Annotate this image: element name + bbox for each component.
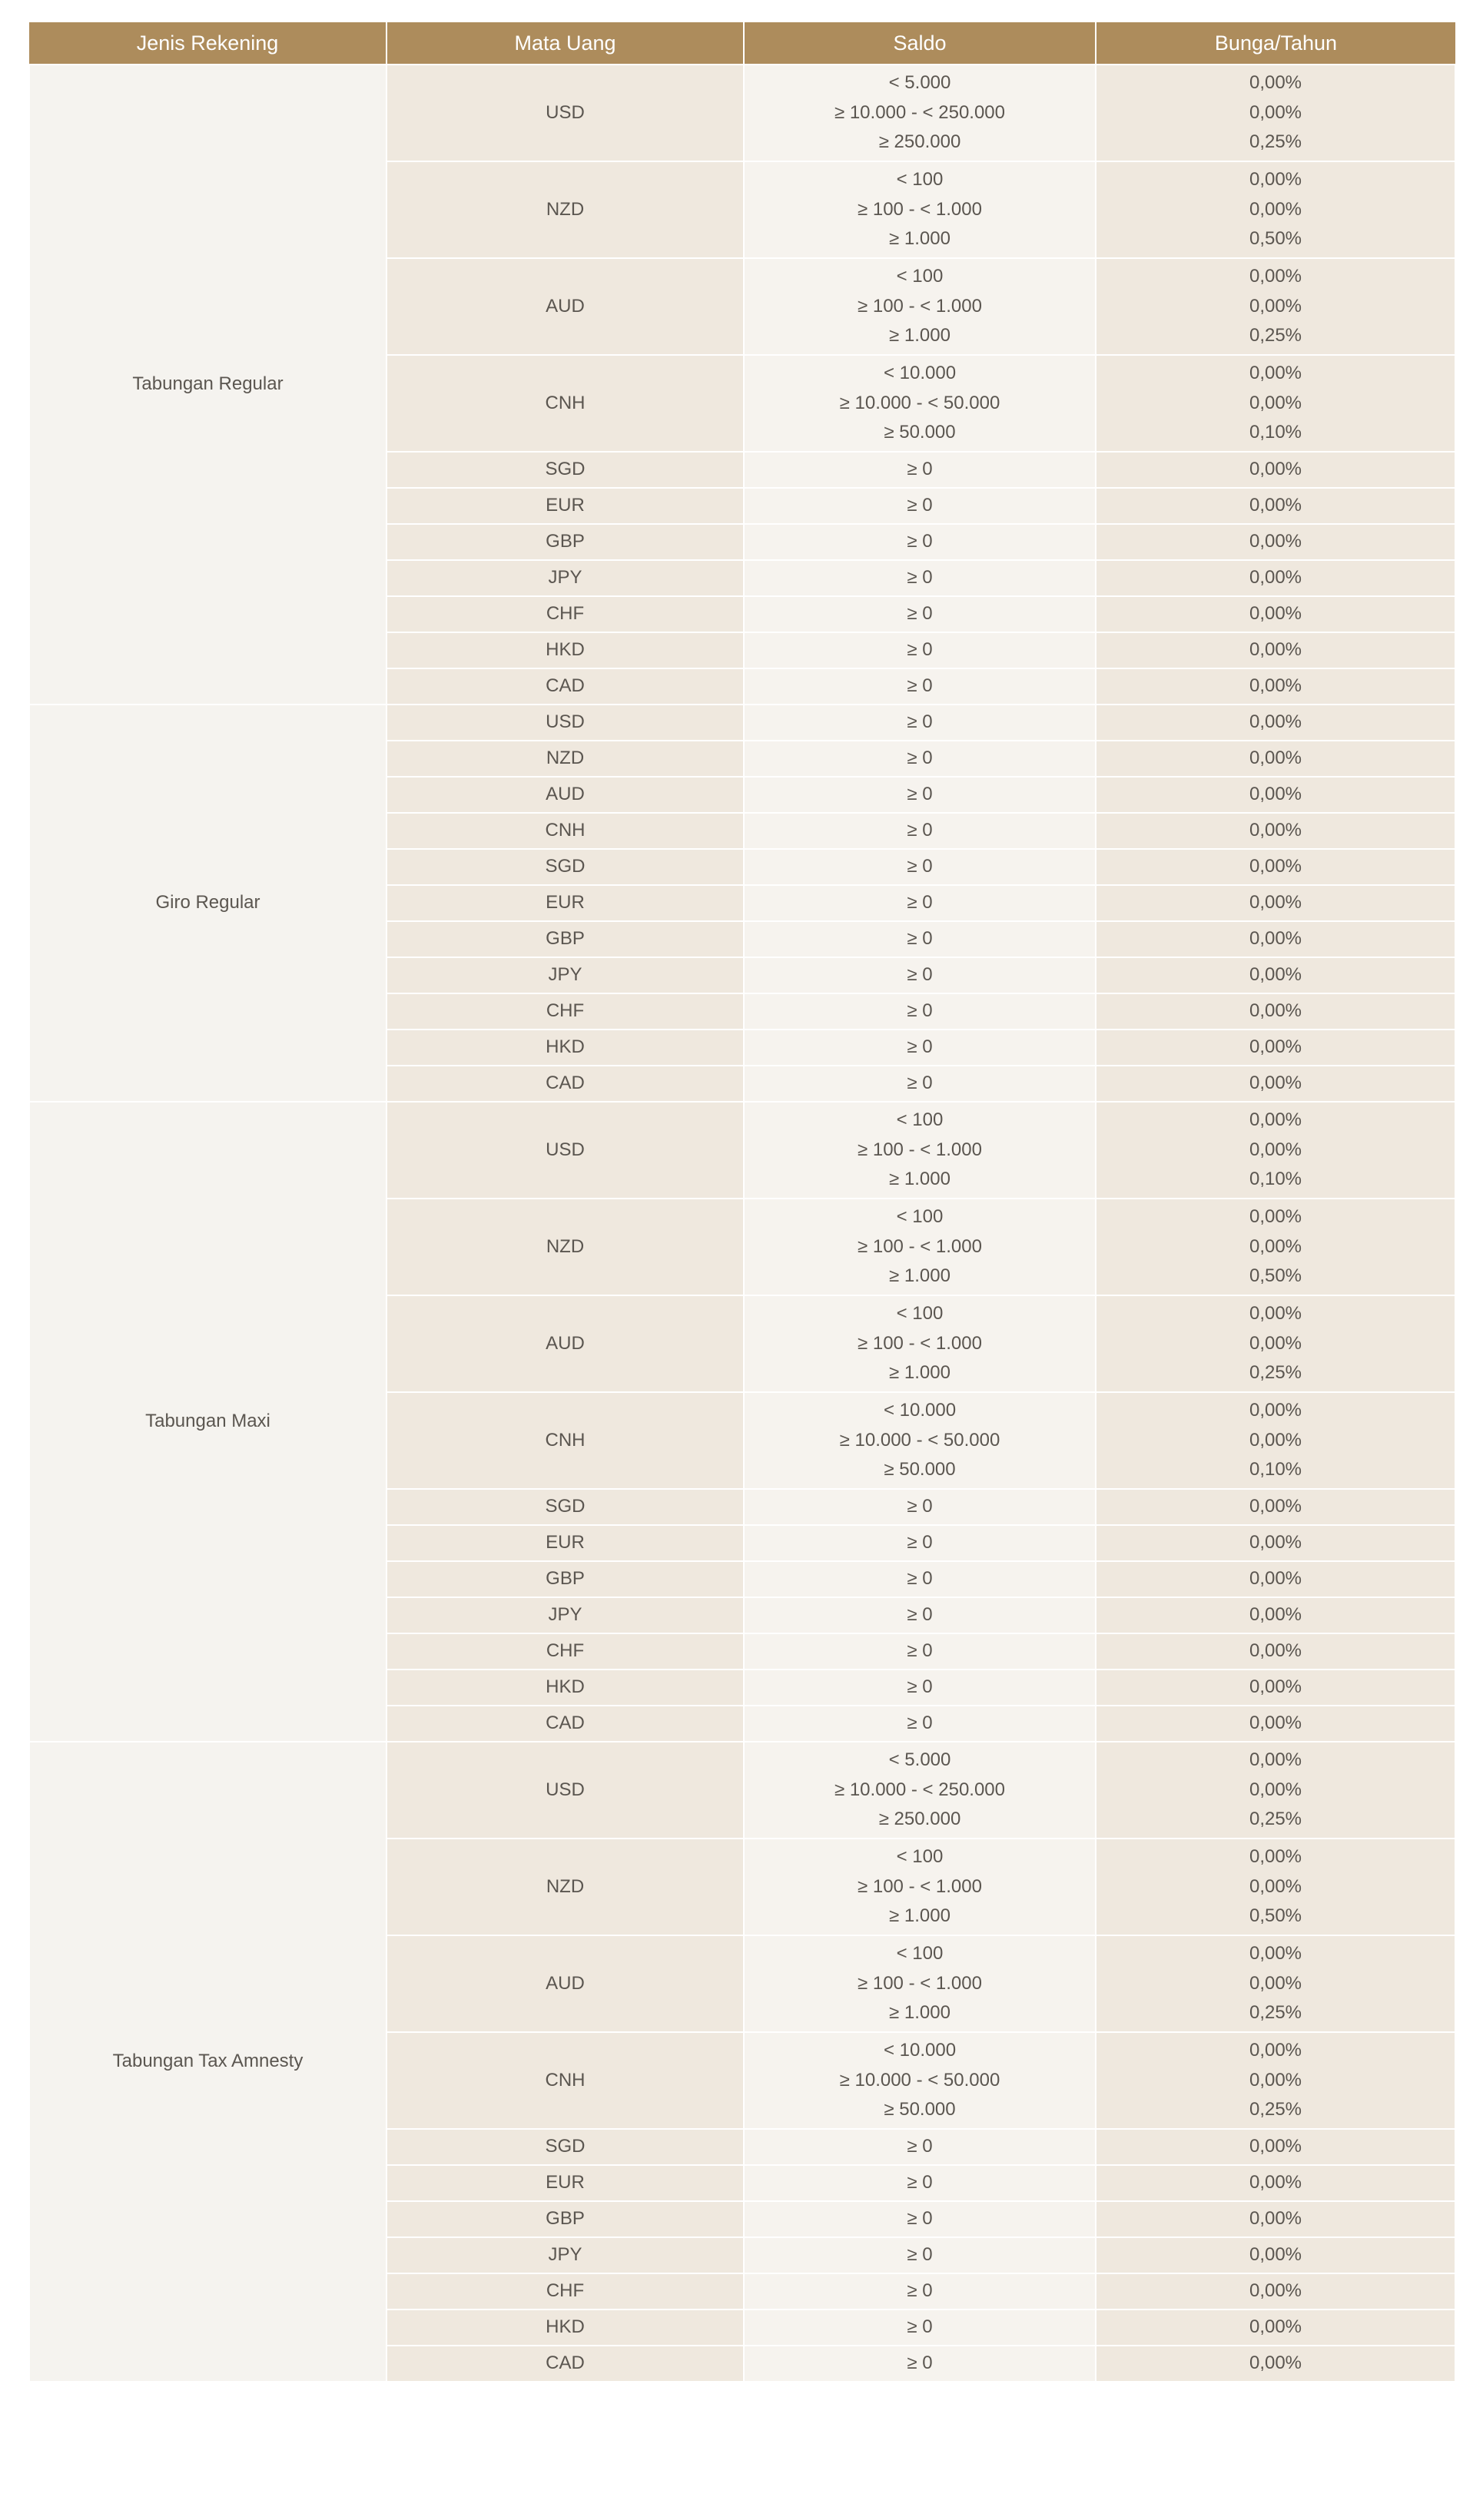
saldo-tier: < 100 <box>896 169 944 191</box>
interest-rate-value: 0,00% <box>1249 928 1302 950</box>
currency-cell: AUD <box>387 1935 744 2032</box>
saldo-tier: ≥ 0 <box>907 1604 933 1626</box>
interest-rate-value: 0,00% <box>1249 567 1302 589</box>
currency-cell: NZD <box>387 1199 744 1295</box>
interest-rate-cell <box>1096 2032 1455 2129</box>
interest-rate-value: 0,25% <box>1249 325 1302 346</box>
saldo-cell <box>744 2201 1096 2237</box>
currency-cell: EUR <box>387 1525 744 1561</box>
saldo-tier: ≥ 0 <box>907 639 933 661</box>
interest-rate-value: 0,00% <box>1249 1779 1302 1800</box>
saldo-cell <box>744 2129 1096 2165</box>
interest-rate-value: 0,00% <box>1249 495 1302 516</box>
currency-cell: CAD <box>387 668 744 705</box>
interest-rate-value: 0,00% <box>1249 531 1302 552</box>
account-type-cell: Tabungan Tax Amnesty <box>29 1742 387 2382</box>
saldo-cell <box>744 2309 1096 2346</box>
saldo-tier: ≥ 0 <box>907 928 933 950</box>
saldo-tier: ≥ 50.000 <box>884 422 956 443</box>
interest-rate-cell <box>1096 596 1455 632</box>
interest-rate-value: 0,00% <box>1249 711 1302 733</box>
currency-cell: HKD <box>387 1030 744 1066</box>
saldo-tier: ≥ 0 <box>907 2316 933 2338</box>
interest-rate-value: 0,00% <box>1249 2136 1302 2157</box>
interest-rate-cell <box>1096 1199 1455 1295</box>
header-bunga-tahun: Bunga/Tahun <box>1096 22 1455 65</box>
saldo-tier: ≥ 0 <box>907 1496 933 1517</box>
saldo-tier: ≥ 100 - < 1.000 <box>858 1139 982 1160</box>
saldo-tier: ≥ 1.000 <box>889 325 951 346</box>
interest-rate-cell <box>1096 2165 1455 2201</box>
saldo-tier: ≥ 0 <box>907 2172 933 2193</box>
interest-rate-value: 0,00% <box>1249 72 1302 94</box>
saldo-tier: ≥ 1.000 <box>889 2002 951 2024</box>
saldo-cell <box>744 813 1096 849</box>
table-row <box>29 1102 1455 1199</box>
interest-rate-value: 0,00% <box>1249 1496 1302 1517</box>
currency-cell: NZD <box>387 161 744 258</box>
currency-cell: HKD <box>387 2309 744 2346</box>
interest-rate-value: 0,00% <box>1249 1846 1302 1868</box>
saldo-cell <box>744 1102 1096 1199</box>
currency-cell: GBP <box>387 1561 744 1597</box>
saldo-tier: < 10.000 <box>883 2040 957 2061</box>
interest-rate-cell <box>1096 2309 1455 2346</box>
currency-cell: NZD <box>387 741 744 777</box>
saldo-cell <box>744 65 1096 161</box>
saldo-cell <box>744 1706 1096 1742</box>
interest-rate-value: 0,00% <box>1249 1206 1302 1228</box>
saldo-tier: ≥ 0 <box>907 1036 933 1058</box>
currency-cell: EUR <box>387 488 744 524</box>
interest-rate-value: 0,00% <box>1249 2040 1302 2061</box>
currency-cell: CNH <box>387 1392 744 1489</box>
saldo-tier: ≥ 0 <box>907 2280 933 2302</box>
interest-rate-cell <box>1096 524 1455 560</box>
currency-cell: CAD <box>387 1706 744 1742</box>
saldo-tier: < 10.000 <box>883 1400 957 1421</box>
saldo-tier: ≥ 100 - < 1.000 <box>858 1332 982 1354</box>
interest-rate-value: 0,00% <box>1249 603 1302 625</box>
currency-cell: JPY <box>387 560 744 596</box>
interest-rate-cell <box>1096 2273 1455 2309</box>
saldo-tier: ≥ 0 <box>907 964 933 986</box>
interest-rate-cell <box>1096 2346 1455 2382</box>
interest-rate-value: 0,00% <box>1249 1749 1302 1771</box>
saldo-cell <box>744 1839 1096 1935</box>
interest-rate-cell <box>1096 1102 1455 1199</box>
currency-cell: AUD <box>387 1295 744 1392</box>
interest-rate-cell <box>1096 1706 1455 1742</box>
currency-cell: SGD <box>387 1489 744 1525</box>
saldo-tier: ≥ 0 <box>907 1640 933 1662</box>
saldo-tier: ≥ 10.000 - < 250.000 <box>834 101 1005 123</box>
interest-rate-value: 0,00% <box>1249 363 1302 384</box>
interest-rate-cell <box>1096 921 1455 957</box>
account-type-cell: Giro Regular <box>29 705 387 1102</box>
interest-rate-cell <box>1096 65 1455 161</box>
interest-rate-cell <box>1096 741 1455 777</box>
interest-rate-value: 0,00% <box>1249 295 1302 317</box>
interest-rate-value: 0,25% <box>1249 1362 1302 1384</box>
saldo-tier: ≥ 0 <box>907 1073 933 1094</box>
interest-rate-cell <box>1096 1935 1455 2032</box>
interest-rate-value: 0,00% <box>1249 1640 1302 1662</box>
saldo-tier: ≥ 0 <box>907 2208 933 2230</box>
saldo-cell <box>744 921 1096 957</box>
saldo-cell <box>744 632 1096 668</box>
saldo-tier: ≥ 100 - < 1.000 <box>858 295 982 317</box>
saldo-cell <box>744 1030 1096 1066</box>
interest-rate-value: 0,10% <box>1249 1169 1302 1190</box>
saldo-cell <box>744 1935 1096 2032</box>
currency-cell: JPY <box>387 957 744 993</box>
interest-rate-value: 0,10% <box>1249 1459 1302 1480</box>
interest-rate-value: 0,25% <box>1249 2002 1302 2024</box>
interest-rate-cell <box>1096 849 1455 885</box>
saldo-tier: ≥ 0 <box>907 531 933 552</box>
saldo-cell <box>744 849 1096 885</box>
interest-rate-value: 0,00% <box>1249 2316 1302 2338</box>
currency-cell: EUR <box>387 2165 744 2201</box>
interest-rate-value: 0,00% <box>1249 964 1302 986</box>
interest-rate-cell <box>1096 957 1455 993</box>
saldo-tier: ≥ 100 - < 1.000 <box>858 1972 982 1994</box>
saldo-cell <box>744 741 1096 777</box>
table-row <box>29 1742 1455 1839</box>
interest-rate-cell <box>1096 993 1455 1030</box>
interest-rate-value: 0,00% <box>1249 639 1302 661</box>
interest-rate-value: 0,00% <box>1249 1109 1302 1131</box>
currency-cell: HKD <box>387 632 744 668</box>
saldo-tier: ≥ 0 <box>907 711 933 733</box>
saldo-cell <box>744 705 1096 741</box>
currency-cell: CNH <box>387 813 744 849</box>
saldo-tier: ≥ 50.000 <box>884 2099 956 2120</box>
interest-rate-cell <box>1096 1839 1455 1935</box>
interest-rate-value: 0,25% <box>1249 2099 1302 2120</box>
saldo-tier: ≥ 100 - < 1.000 <box>858 1875 982 1897</box>
saldo-tier: ≥ 0 <box>907 892 933 914</box>
interest-rate-value: 0,00% <box>1249 892 1302 914</box>
saldo-cell <box>744 885 1096 921</box>
currency-cell: CHF <box>387 596 744 632</box>
interest-rate-value: 0,00% <box>1249 2280 1302 2302</box>
saldo-tier: < 100 <box>896 1109 944 1131</box>
table-row <box>29 705 1455 741</box>
interest-rate-cell <box>1096 560 1455 596</box>
interest-rate-value: 0,00% <box>1249 1000 1302 1022</box>
currency-cell: NZD <box>387 1839 744 1935</box>
currency-cell: JPY <box>387 1597 744 1633</box>
interest-rate-cell <box>1096 488 1455 524</box>
saldo-tier: ≥ 1.000 <box>889 1362 951 1384</box>
saldo-tier: ≥ 0 <box>907 1568 933 1590</box>
interest-rate-cell <box>1096 161 1455 258</box>
saldo-tier: < 100 <box>896 266 944 287</box>
interest-rate-value: 0,00% <box>1249 266 1302 287</box>
currency-cell: CNH <box>387 355 744 452</box>
interest-rate-cell <box>1096 705 1455 741</box>
saldo-tier: ≥ 1.000 <box>889 1265 951 1287</box>
interest-rate-value: 0,00% <box>1249 1036 1302 1058</box>
interest-rate-value: 0,10% <box>1249 422 1302 443</box>
currency-cell: GBP <box>387 921 744 957</box>
interest-rate-value: 0,00% <box>1249 2208 1302 2230</box>
saldo-cell <box>744 1742 1096 1839</box>
interest-rate-cell <box>1096 1295 1455 1392</box>
saldo-cell <box>744 957 1096 993</box>
interest-rate-table <box>28 22 1456 2382</box>
saldo-tier: ≥ 100 - < 1.000 <box>858 198 982 220</box>
saldo-tier: < 100 <box>896 1846 944 1868</box>
currency-cell: JPY <box>387 2237 744 2273</box>
saldo-tier: ≥ 250.000 <box>878 131 961 153</box>
interest-rate-cell <box>1096 355 1455 452</box>
interest-rate-cell <box>1096 1633 1455 1670</box>
saldo-tier: ≥ 0 <box>907 675 933 697</box>
interest-rate-value: 0,00% <box>1249 1972 1302 1994</box>
saldo-tier: ≥ 0 <box>907 459 933 480</box>
saldo-tier: ≥ 100 - < 1.000 <box>858 1235 982 1257</box>
saldo-tier: ≥ 0 <box>907 784 933 805</box>
interest-rate-value: 0,00% <box>1249 1604 1302 1626</box>
interest-rate-value: 0,00% <box>1249 1400 1302 1421</box>
interest-rate-value: 0,00% <box>1249 392 1302 413</box>
currency-cell: AUD <box>387 258 744 355</box>
interest-rate-value: 0,00% <box>1249 1532 1302 1553</box>
saldo-cell <box>744 1597 1096 1633</box>
saldo-tier: ≥ 10.000 - < 50.000 <box>839 1429 1000 1451</box>
interest-rate-value: 0,00% <box>1249 748 1302 769</box>
interest-rate-cell <box>1096 1392 1455 1489</box>
saldo-tier: < 100 <box>896 1943 944 1965</box>
saldo-cell <box>744 1295 1096 1392</box>
saldo-tier: < 100 <box>896 1206 944 1228</box>
currency-cell: GBP <box>387 524 744 560</box>
interest-rate-cell <box>1096 2129 1455 2165</box>
header-saldo: Saldo <box>744 22 1096 65</box>
interest-rate-value: 0,00% <box>1249 820 1302 841</box>
currency-cell: USD <box>387 705 744 741</box>
table-body <box>29 65 1455 2382</box>
saldo-cell <box>744 452 1096 488</box>
interest-rate-cell <box>1096 1597 1455 1633</box>
saldo-cell <box>744 1489 1096 1525</box>
interest-rate-cell <box>1096 777 1455 813</box>
interest-rate-cell <box>1096 1670 1455 1706</box>
currency-cell: CHF <box>387 2273 744 2309</box>
saldo-cell <box>744 1561 1096 1597</box>
saldo-tier: < 5.000 <box>888 72 951 94</box>
saldo-cell <box>744 355 1096 452</box>
interest-rate-value: 0,50% <box>1249 1265 1302 1287</box>
saldo-tier: < 5.000 <box>888 1749 951 1771</box>
interest-rate-value: 0,00% <box>1249 1875 1302 1897</box>
interest-rate-value: 0,00% <box>1249 1303 1302 1325</box>
interest-rate-cell <box>1096 668 1455 705</box>
saldo-cell <box>744 1392 1096 1489</box>
saldo-cell <box>744 1066 1096 1102</box>
table-header <box>29 22 1455 65</box>
currency-cell: USD <box>387 1742 744 1839</box>
currency-cell: CAD <box>387 1066 744 1102</box>
header-row <box>29 22 1455 65</box>
interest-rate-value: 0,00% <box>1249 1073 1302 1094</box>
interest-rate-value: 0,25% <box>1249 131 1302 153</box>
saldo-cell <box>744 2273 1096 2309</box>
currency-cell: CHF <box>387 993 744 1030</box>
saldo-tier: ≥ 0 <box>907 820 933 841</box>
saldo-cell <box>744 560 1096 596</box>
interest-rate-value: 0,00% <box>1249 1332 1302 1354</box>
interest-rate-cell <box>1096 2237 1455 2273</box>
saldo-tier: ≥ 10.000 - < 250.000 <box>834 1779 1005 1800</box>
saldo-cell <box>744 1670 1096 1706</box>
saldo-tier: ≥ 10.000 - < 50.000 <box>839 392 1000 413</box>
currency-cell: GBP <box>387 2201 744 2237</box>
saldo-tier: ≥ 0 <box>907 2244 933 2266</box>
currency-cell: USD <box>387 1102 744 1199</box>
saldo-cell <box>744 1633 1096 1670</box>
saldo-cell <box>744 1525 1096 1561</box>
saldo-tier: ≥ 0 <box>907 1532 933 1553</box>
header-jenis-rekening: Jenis Rekening <box>29 22 387 65</box>
saldo-tier: ≥ 0 <box>907 603 933 625</box>
interest-rate-value: 0,00% <box>1249 1235 1302 1257</box>
saldo-cell <box>744 2237 1096 2273</box>
saldo-tier: ≥ 1.000 <box>889 228 951 250</box>
interest-rate-value: 0,00% <box>1249 1568 1302 1590</box>
interest-rate-cell <box>1096 1525 1455 1561</box>
saldo-cell <box>744 2346 1096 2382</box>
saldo-cell <box>744 161 1096 258</box>
interest-rate-cell <box>1096 452 1455 488</box>
saldo-cell <box>744 993 1096 1030</box>
saldo-tier: ≥ 0 <box>907 748 933 769</box>
interest-rate-cell <box>1096 1030 1455 1066</box>
currency-cell: SGD <box>387 452 744 488</box>
saldo-tier: ≥ 250.000 <box>878 1809 961 1830</box>
interest-rate-value: 0,00% <box>1249 1429 1302 1451</box>
table-row <box>29 65 1455 161</box>
saldo-tier: ≥ 0 <box>907 1676 933 1698</box>
interest-rate-value: 0,00% <box>1249 1943 1302 1965</box>
interest-rate-value: 0,00% <box>1249 1139 1302 1160</box>
interest-rate-value: 0,00% <box>1249 1713 1302 1734</box>
interest-rate-cell <box>1096 632 1455 668</box>
saldo-tier: ≥ 0 <box>907 1713 933 1734</box>
interest-rate-cell <box>1096 1561 1455 1597</box>
interest-rate-cell <box>1096 813 1455 849</box>
saldo-cell <box>744 2032 1096 2129</box>
interest-rate-value: 0,00% <box>1249 2069 1302 2091</box>
saldo-cell <box>744 258 1096 355</box>
saldo-tier: ≥ 0 <box>907 1000 933 1022</box>
interest-rate-value: 0,50% <box>1249 1905 1302 1927</box>
interest-rate-cell <box>1096 2201 1455 2237</box>
interest-rate-value: 0,00% <box>1249 2244 1302 2266</box>
currency-cell: HKD <box>387 1670 744 1706</box>
saldo-tier: ≥ 1.000 <box>889 1905 951 1927</box>
interest-rate-value: 0,00% <box>1249 459 1302 480</box>
interest-rate-value: 0,50% <box>1249 228 1302 250</box>
saldo-tier: ≥ 0 <box>907 495 933 516</box>
interest-rate-value: 0,00% <box>1249 2172 1302 2193</box>
interest-rate-value: 0,00% <box>1249 198 1302 220</box>
saldo-tier: ≥ 10.000 - < 50.000 <box>839 2069 1000 2091</box>
interest-rate-value: 0,00% <box>1249 101 1302 123</box>
interest-rate-cell <box>1096 885 1455 921</box>
currency-cell: EUR <box>387 885 744 921</box>
saldo-tier: ≥ 0 <box>907 567 933 589</box>
saldo-tier: ≥ 0 <box>907 2353 933 2374</box>
interest-rate-cell <box>1096 1742 1455 1839</box>
account-type-cell: Tabungan Maxi <box>29 1102 387 1742</box>
interest-rate-cell <box>1096 1489 1455 1525</box>
saldo-tier: < 100 <box>896 1303 944 1325</box>
currency-cell: SGD <box>387 2129 744 2165</box>
currency-cell: CHF <box>387 1633 744 1670</box>
interest-rate-value: 0,00% <box>1249 1676 1302 1698</box>
saldo-cell <box>744 596 1096 632</box>
saldo-tier: ≥ 1.000 <box>889 1169 951 1190</box>
saldo-tier: < 10.000 <box>883 363 957 384</box>
interest-rate-value: 0,00% <box>1249 856 1302 877</box>
saldo-cell <box>744 2165 1096 2201</box>
currency-cell: CAD <box>387 2346 744 2382</box>
interest-rate-cell <box>1096 1066 1455 1102</box>
header-mata-uang: Mata Uang <box>387 22 744 65</box>
saldo-cell <box>744 1199 1096 1295</box>
saldo-cell <box>744 668 1096 705</box>
saldo-tier: ≥ 50.000 <box>884 1459 956 1480</box>
saldo-cell <box>744 524 1096 560</box>
interest-rate-cell <box>1096 258 1455 355</box>
interest-rate-value: 0,25% <box>1249 1809 1302 1830</box>
currency-cell: AUD <box>387 777 744 813</box>
interest-rate-value: 0,00% <box>1249 784 1302 805</box>
interest-rate-value: 0,00% <box>1249 2353 1302 2374</box>
currency-cell: USD <box>387 65 744 161</box>
account-type-cell: Tabungan Regular <box>29 65 387 705</box>
saldo-cell <box>744 488 1096 524</box>
currency-cell: SGD <box>387 849 744 885</box>
interest-rate-value: 0,00% <box>1249 169 1302 191</box>
saldo-tier: ≥ 0 <box>907 856 933 877</box>
saldo-cell <box>744 777 1096 813</box>
interest-rate-value: 0,00% <box>1249 675 1302 697</box>
currency-cell: CNH <box>387 2032 744 2129</box>
saldo-tier: ≥ 0 <box>907 2136 933 2157</box>
